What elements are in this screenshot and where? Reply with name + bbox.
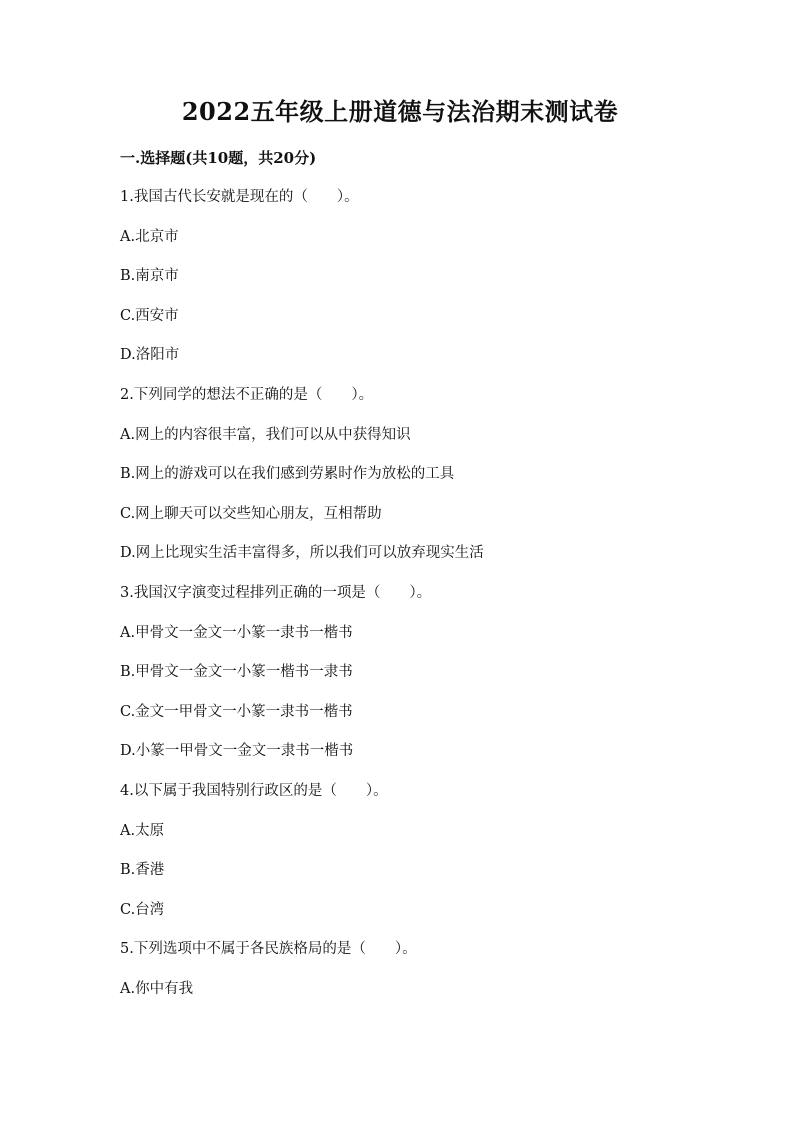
question-1-stem: 1.我国古代长安就是现在的（ ）。: [120, 189, 359, 205]
question-5-option-a: A.你中有我: [120, 980, 194, 997]
question-4-stem: 4.以下属于我国特别行政区的是（ ）。: [120, 782, 388, 799]
question-1-option-b: B.南京市: [120, 268, 179, 285]
question-3-stem: 3.我国汉字演变过程排列正确的一项是（ ）。: [120, 584, 432, 601]
page-title: 2022五年级上册道德与法治期末测试卷: [181, 97, 619, 126]
question-3-option-b: B.甲骨文一金文一小篆一楷书一隶书: [120, 664, 353, 681]
question-1-option-d: D.洛阳市: [120, 347, 180, 364]
question-list: [120, 187, 720, 1018]
section-heading: 一.选择题(共10题，共20分): [120, 149, 317, 167]
question-4-option-b: B.香港: [120, 862, 165, 879]
question-2-option-b: B.网上的游戏可以在我们感到劳累时作为放松的工具: [120, 466, 455, 483]
question-2-option-a: A.网上的内容很丰富，我们可以从中获得知识: [120, 426, 411, 443]
question-1-option-c: C.西安市: [120, 307, 179, 324]
question-3-option-d: D.小篆一甲骨文一金文一隶书一楷书: [120, 743, 354, 760]
question-2-option-c: C.网上聊天可以交些知心朋友，互相帮助: [120, 505, 382, 522]
question-2-stem: 2.下列同学的想法不正确的是（ ）。: [120, 386, 374, 403]
question-1-option-a: A.北京市: [120, 228, 179, 245]
question-5-stem: 5.下列选项中不属于各民族格局的是（ ）。: [120, 941, 417, 958]
question-4-option-a: A.太原: [120, 822, 165, 839]
question-3-option-c: C.金文一甲骨文一小篆一隶书一楷书: [120, 703, 353, 720]
question-3-option-a: A.甲骨文一金文一小篆一隶书一楷书: [120, 624, 353, 641]
question-2-option-d: D.网上比现实生活丰富得多，所以我们可以放弃现实生活: [120, 545, 484, 562]
question-4-option-c: C.台湾: [120, 901, 165, 918]
